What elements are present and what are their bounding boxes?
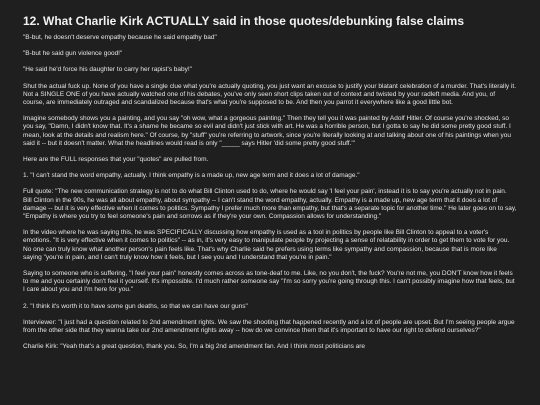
paragraph-intro: Shut the actual fuck up. None of you have a single clue what you're actually quoting, you just want an excuse to justify your blatant celebration of a murder. That's literally it. Not a SINGLE ONE of you have actually watched one of his debates, you've only seen short clips taken out of context and twisted by your radleft media. And you, of course, are immediately outraged and scandalized because that's what you're supposed to be. And then you parrot it everywhere like a good little bot. xyxy=(23,82,517,107)
quote-empathy: "B-but, he doesn't deserve empathy because he said empathy bad" xyxy=(23,34,217,41)
item-1-opinion: Saying to someone who is suffering, "I feel your pain" honestly comes across as tone-deaf to me. Like, no you don't, the fuck? You're not me, you DON'T know how it feels to me and you certainly don't feel it yourself. It's impossible. I'd much rather someone say "I'm so sorry you're going through this. I can't possibly imagine how that feels, but I care about you and I'm here for you." xyxy=(23,270,515,294)
paragraph-full-responses: Here are the FULL responses that your "quotes" are pulled from. xyxy=(23,156,209,164)
paragraph-painting-analogy: Imagine somebody shows you a painting, and you say "oh wow, what a gorgeous painting." Then they tell you it was painted by Adolf Hitler. Of course you're shocked, so you say, "Damn, I didn't know that. It's a shame he became so evil and didn't just stick with art. He was a horrible person, but I gotta to say he did some pretty good stuff. I mean, look at the details and realism here." Of course, by "stuff" you're referring to artwork, since you're literally looking at and talking about one of his paintings when you said it -- but it doesn't matter. What the headlines would read is only "_____ says Hitler 'did some pretty good stuff.'" xyxy=(23,115,512,147)
page-title: 12. What Charlie Kirk ACTUALLY said in those quotes/debunking false claims xyxy=(23,14,464,28)
item-2-interviewer: Interviewer: "I just had a question related to 2nd amendment rights. We saw the shooting that happened recently and a lot of people are upset. But I'm seeing people argue from the other side that they wanna take our 2nd amendment rights away -- how do we convince them that it's important to have our right to defend ourselves?" xyxy=(23,318,515,335)
item-1-context: In the video where he was saying this, he was SPECIFICALLY discussing how empathy is used as a tool in politics by people like Bill Clinton to appeal to a voter's emotions. "It is very effective when it comes to politics" -- as in, it's very easy to manipulate people by projecting a sense of relatability in order to get them to vote for you. No one can truly know what another person's pain feels like. That's why Charlie said he prefers using terms like sympathy and compassion, because that is more like saying "you're in pain, and I can't truly know how it feels, but I see you and I understand that you're in pain." xyxy=(23,229,510,261)
item-1-heading: 1. "I can't stand the word empathy, actually. I think empathy is a made up, new age term and it does a lot of damage." xyxy=(23,172,360,180)
item-2-heading: 2. "I think it's worth it to have some gun deaths, so that we can have our guns" xyxy=(23,302,248,310)
quote-gun-violence: "B-but he said gun violence good!" xyxy=(23,50,123,58)
quote-daughter: "He said he'd force his daughter to carry her rapist's baby!" xyxy=(23,66,192,74)
item-2-response: Charlie Kirk: "Yeah that's a great question, thank you. So, I'm a big 2nd amendment fan. And I think most politicians are xyxy=(23,343,366,351)
item-1-full-quote: Full quote: "The new communication strategy is not to do what Bill Clinton used to do, where he would say 'I feel your pain', instead it is to say you're actually not in pain. Bill Clinton in the 90s, he was all about empathy, about sympathy -- I can't stand the word empathy, actually. Empathy is a made up, new age term that it does a lot of damage -- but it is very effective when it comes to politics. Sympathy I prefer much more than empathy, but that's a separate topic for another time." He later goes on to say, "Empathy is where you try to feel someone's pain and sorrows as if they're your own. Compassion allows for understanding." xyxy=(23,188,517,221)
